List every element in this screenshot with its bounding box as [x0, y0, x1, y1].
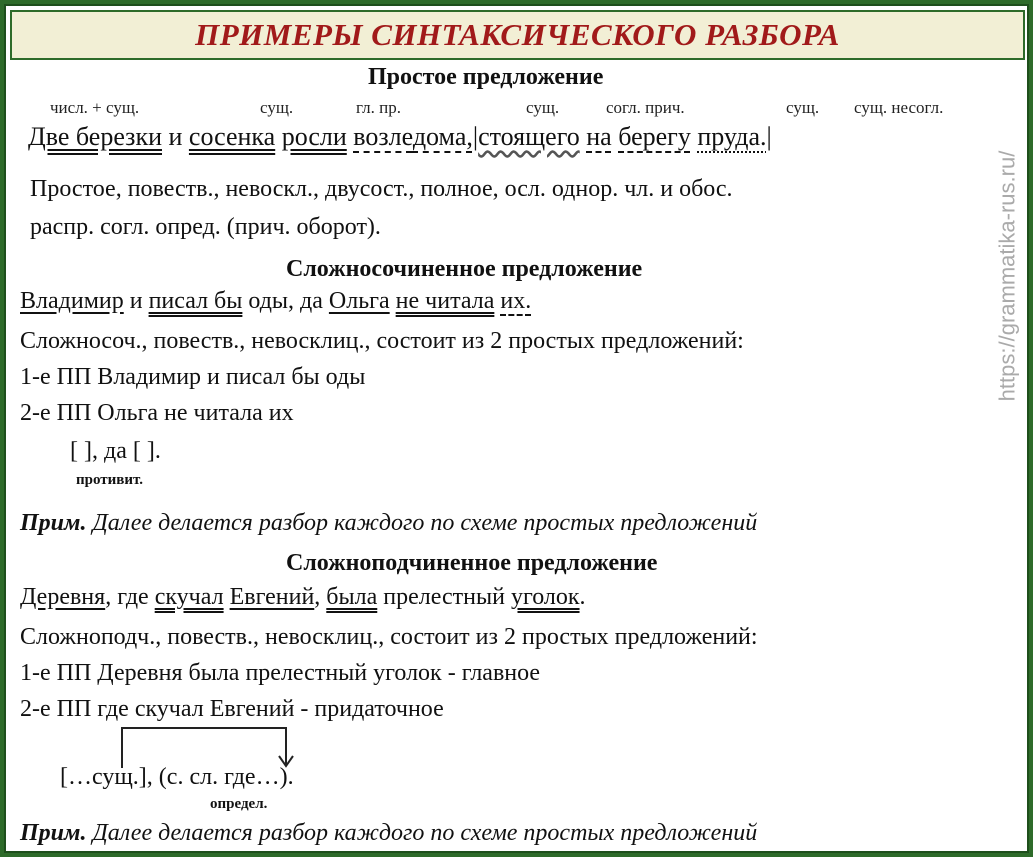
label-num-noun: числ. + сущ. [50, 98, 140, 117]
complex-subject-1: Деревня [20, 584, 106, 610]
complex-desc: Сложноподч., повеств., невосклиц., состоит из 2 простых предложений: [20, 624, 758, 650]
compound-conj-i: и [129, 288, 143, 314]
word-sosenka: сосенка [188, 122, 276, 151]
note-1-bold: Прим. [20, 510, 87, 536]
complex-predicate-noun: уголок [510, 584, 580, 610]
watermark-url: https://grammatika-rus.ru/ [994, 150, 1020, 402]
title-banner [10, 10, 1025, 60]
complex-comma: , [314, 584, 321, 610]
compound-subject-2: Ольга [328, 288, 390, 314]
word-pruda: пруда. [697, 122, 767, 151]
compound-predicate-1: писал бы [148, 288, 243, 314]
complex-scheme: […сущ.], (с. сл. где…). [60, 764, 294, 790]
complex-pp-2: 2-е ПП где скучал Евгений - придаточное [20, 696, 444, 722]
note-1-text: Далее делается разбор каждого по схеме простых предложений [86, 510, 758, 536]
bracket-open: | [472, 122, 479, 151]
watermark [993, 136, 1021, 416]
word-doma: дома, [412, 122, 473, 151]
label-noun-uncoord: сущ. несогл. [854, 98, 944, 117]
bracket-close: | [766, 122, 772, 151]
word-na: на [586, 122, 612, 151]
note-2 [20, 820, 757, 847]
compound-heading: Сложносочиненное предложение [286, 256, 643, 282]
compound-pp-1: 1-е ПП Владимир и писал бы оды [20, 364, 366, 390]
word-rosli: росли [281, 122, 347, 151]
complex-scheme-label: определ. [210, 796, 268, 812]
compound-scheme-label: противит. [76, 472, 144, 488]
compound-scheme: [ ], да [ ]. [70, 438, 161, 464]
compound-sentence [20, 288, 531, 315]
complex-predicate-1: была [326, 584, 378, 610]
page-title: ПРИМЕРЫ СИНТАКСИЧЕСКОГО РАЗБОРА [195, 17, 840, 52]
word-i: и [168, 122, 183, 151]
word-beregu: берегу [618, 122, 691, 151]
note-1 [20, 510, 757, 537]
label-noun-1: сущ. [260, 98, 294, 117]
compound-desc: Сложносоч., повеств., невосклиц., состоит из 2 простых предложений: [20, 328, 744, 354]
label-verb: гл. пр. [356, 98, 401, 117]
compound-mid: оды, да [248, 288, 323, 314]
complex-predicate-2: скучал [154, 584, 224, 610]
complex-sentence [20, 584, 586, 611]
complex-subject-2: Евгений [229, 584, 315, 610]
complex-gde: , где [105, 584, 149, 610]
compound-predicate-2: не читала [395, 288, 495, 314]
word-stoyashchego: стоящего [478, 122, 580, 151]
page-frame [4, 4, 1029, 853]
compound-subject-1: Владимир [20, 288, 124, 314]
compound-pp-2: 2-е ПП Ольга не читала их [20, 400, 294, 426]
label-participle: согл. прич. [606, 98, 685, 117]
simple-heading: Простое предложение [368, 64, 604, 90]
compound-object: их. [500, 288, 532, 314]
simple-sentence [28, 122, 772, 152]
complex-period: . [579, 584, 586, 610]
word-dve-berezki: Две березки [28, 122, 162, 151]
complex-pp-1: 1-е ПП Деревня была прелестный уголок - главное [20, 660, 541, 686]
complex-heading: Сложноподчиненное предложение [286, 550, 658, 576]
label-noun-2: сущ. [526, 98, 560, 117]
note-2-bold: Прим. [20, 820, 87, 846]
complex-attr: прелестный [383, 584, 505, 610]
simple-desc-1: Простое, повеств., невоскл., двусост., полное, осл. однор. чл. и обос. [30, 176, 733, 202]
simple-desc-2: распр. согл. опред. (прич. оборот). [30, 214, 381, 240]
note-2-text: Далее делается разбор каждого по схеме простых предложений [86, 820, 758, 846]
word-vozle: возле [353, 122, 413, 151]
label-noun-3: сущ. [786, 98, 820, 117]
